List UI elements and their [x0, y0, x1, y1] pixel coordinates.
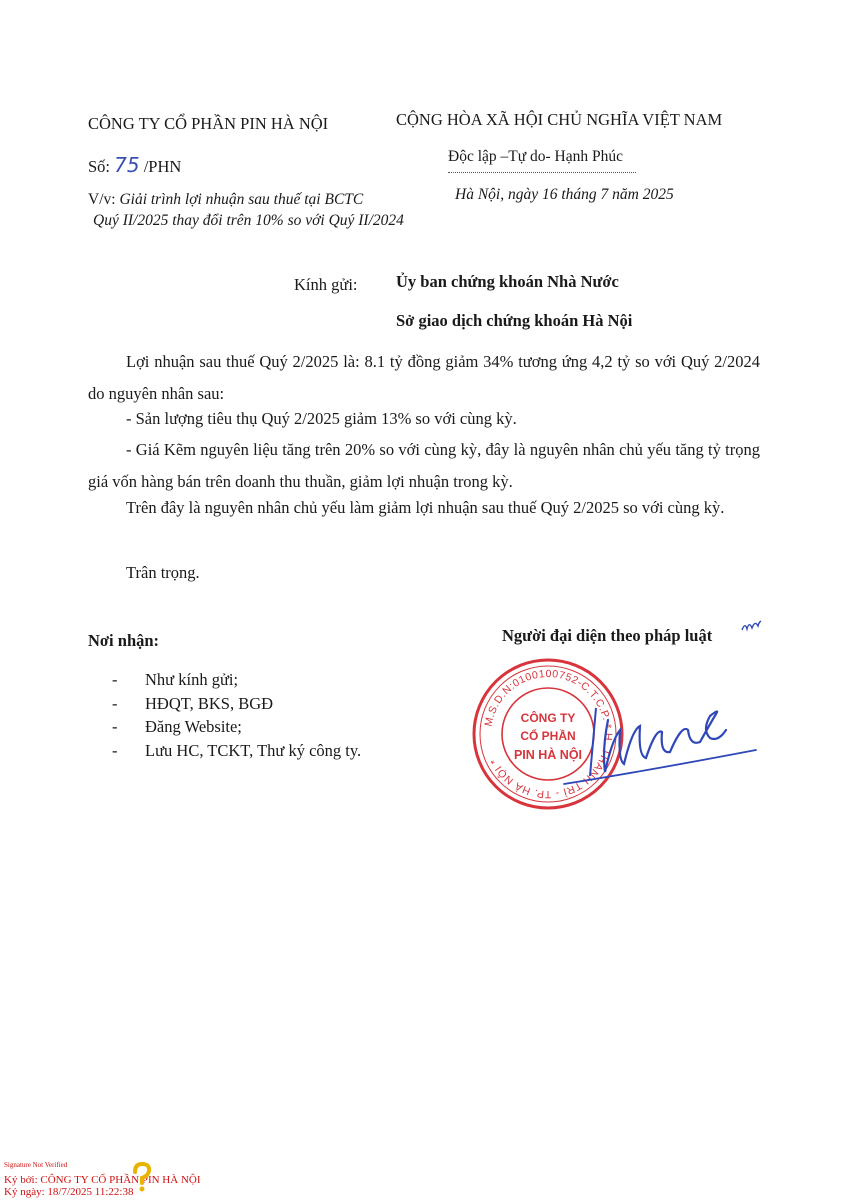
- distribution-item: - Lưu HC, TCKT, Thư ký công ty.: [112, 740, 362, 760]
- motto-underline: [448, 172, 636, 173]
- recipient-1: Ủy ban chứng khoán Nhà Nước: [396, 272, 619, 291]
- signature-status: Signature Not Verified: [4, 1161, 68, 1169]
- body-paragraph-1: Lợi nhuận sau thuế Quý 2/2025 là: 8.1 tỷ đồng giảm 34% tương ứng 4,2 tỷ so với Quý 2/2024 do nguyên nhân sau:: [88, 352, 760, 403]
- initials-mark: [740, 618, 762, 634]
- recipient-2: Sở giao dịch chứng khoán Hà Nội: [396, 311, 633, 330]
- signature-title: Người đại diện theo pháp luật: [502, 626, 713, 645]
- signed-date: Ký ngày: 18/7/2025 11:22:38: [4, 1186, 134, 1198]
- subject-prefix: V/v:: [88, 191, 116, 208]
- body-paragraph-4: Trên đây là nguyên nhân chủ yếu làm giảm lợi nhuận sau thuế Quý 2/2025 so với cùng kỳ.: [126, 498, 725, 517]
- document-number: [88, 153, 181, 177]
- company-name: CÔNG TY CỔ PHẦN PIN HÀ NỘI: [88, 114, 329, 133]
- body-paragraph-2: - Sản lượng tiêu thụ Quý 2/2025 giảm 13% so với cùng kỳ.: [126, 409, 517, 428]
- seal-line-3: PIN HÀ NỘI: [513, 748, 583, 762]
- distribution-item: - HĐQT, BKS, BGĐ: [112, 693, 274, 713]
- country-name: CỘNG HÒA XÃ HỘI CHỦ NGHĨA VIỆT NAM: [396, 110, 723, 129]
- handwritten-signature: [560, 680, 760, 790]
- recipient-label: Kính gửi:: [294, 275, 358, 294]
- distribution-item: - Như kính gửi;: [112, 670, 239, 689]
- signed-by: Ký bởi: CÔNG TY CỔ PHẦN PIN HÀ NỘI: [4, 1174, 201, 1186]
- seal-ring-text: M.S.D.N:0100100752-C.T.C.P. * H. THANH TRÌ - TP. HÀ NỘI *: [482, 667, 615, 801]
- signature-warning-icon: [130, 1162, 154, 1192]
- distribution-title: Nơi nhận:: [88, 631, 160, 650]
- number-suffix: /PHN: [143, 157, 182, 176]
- closing: Trân trọng.: [126, 563, 200, 582]
- subject-line-1: [88, 191, 363, 209]
- subject-text-1: Giải trình lợi nhuận sau thuế tại BCTC: [119, 191, 364, 208]
- motto: Độc lập –Tự do- Hạnh Phúc: [448, 148, 623, 165]
- number-handwritten: 75: [114, 153, 140, 177]
- place-date: Hà Nội, ngày 16 tháng 7 năm 2025: [455, 186, 674, 203]
- body-paragraph-3: - Giá Kẽm nguyên liệu tăng trên 20% so với cùng kỳ, đây là nguyên nhân chủ yếu tăng tỷ trọng giá vốn hàng bán trên doanh thu thuần, giảm lợi nhuận trong kỳ.: [88, 440, 760, 491]
- number-label: Số:: [88, 157, 111, 176]
- distribution-item: - Đăng Website;: [112, 717, 242, 736]
- subject-line-2: Quý II/2025 thay đổi trên 10% so với Quý II/2024: [93, 212, 404, 229]
- seal-line-1: CÔNG TY: [520, 711, 576, 725]
- seal-line-2: CỔ PHẦN: [520, 729, 576, 743]
- distribution-list: [112, 668, 361, 762]
